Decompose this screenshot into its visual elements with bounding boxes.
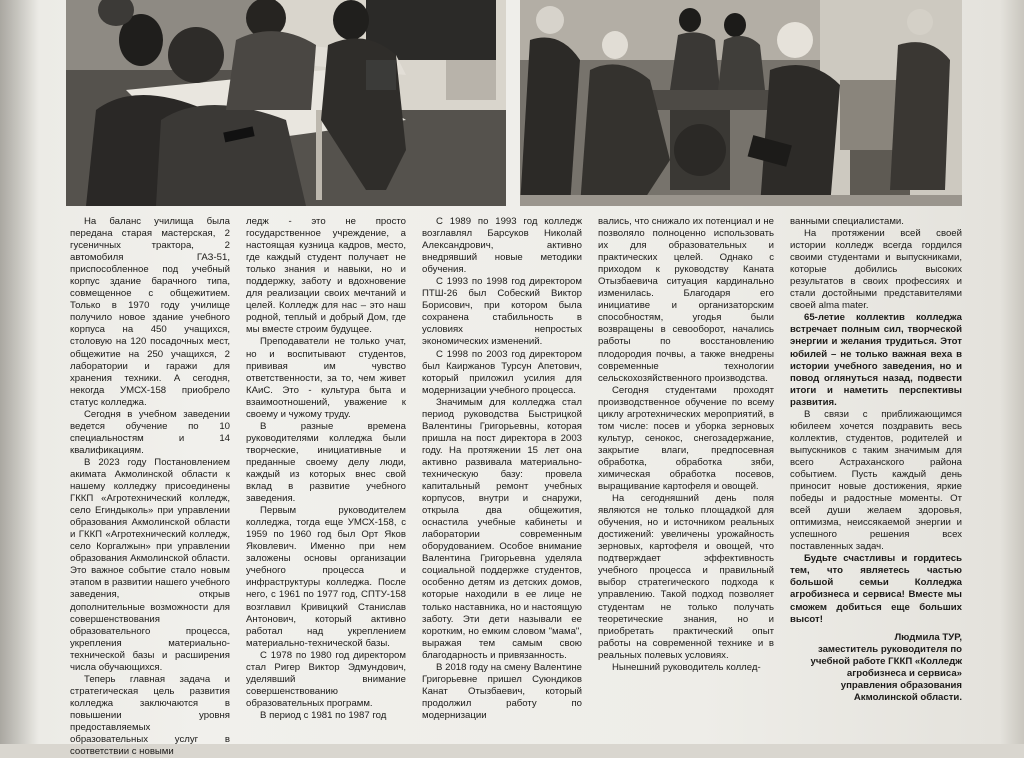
paragraph: ледж - это не просто государственное учреждение, а настоящая кузница кадров, место, где каждый студент получает не только знания и навыки, но и поддержку, заботу и вдохновение для реализации своих мечтаний и целей. Колледж для нас – это наш родной, теплый и добрый Дом, где мы вместе строим будущее. (246, 216, 406, 336)
paragraph: В 2018 году на смену Валентине Григорьевне пришел Суюндиков Канат Отызбаевич, который продолжил работу по модернизации (422, 661, 582, 721)
paragraph: В разные времена руководителями колледжа были творческие, инициативные и преданные своему делу люди, каждый из которых внес свой вклад в развитие учебного заведения. (246, 420, 406, 505)
article-column-2 (246, 216, 406, 722)
workshop-photo-image (520, 0, 962, 206)
classroom-photo (66, 0, 506, 206)
paragraph: Нынешний руководитель коллед- (612, 661, 761, 673)
paragraph: С 1998 по 2003 год директором был Каиржанов Турсун Апетович, который приложил усилия для модернизации учебного процесса. (422, 348, 582, 396)
workshop-photo (520, 0, 962, 206)
paragraph: вались, что снижало их потенциал и не позволяло полноценно использовать их для образовательных и практических целей. Однако с приходом к руководству Каната Отызбаевича ситуация кардинально изменилась. Благодаря его инициативе и организаторским способностям, угодья были возвращены в севооборот, начались работы по восстановлению плодородия почвы, а также внедрены современные технологии сельскохозяйственного производства. (598, 216, 774, 384)
paragraph: В 2023 году Постановлением акимата Акмолинской области к нашему колледжу присоединены ГККП «Агротехнический колледж, село Егиндыколь» при управлении образования Акмолинской области и ГККП «Агротехнический колледж, село Коргалжын» при управлении образования Акмолинской области. Это важное событие стало новым этапом в развитии нашего учебного заведения, открыв дополнительные возможности для совершенствования образовательного процесса, укрепления материально-технической базы и расширения числа обучающихся. (70, 456, 230, 673)
paragraph: На баланс училища была передана старая мастерская, 2 гусеничных трактора, 2 автомобиля ГАЗ-51, приспособленное под учебный корпус здание барачного типа, совмещенное с общежитием. Только в 1970 году училище получило новое здание учебного корпуса на 450 учащихся, столовую на 120 посадочных мест, общежитие на 250 учащихся, 2 лаборатории и гаражи для хранения техники. А сегодня, некогда УМСХ-158 приобрело статус колледжа. (70, 216, 230, 408)
article-column-1 (70, 216, 230, 758)
paragraph: Преподаватели не только учат, но и воспитывают студентов, прививая им чувство ответственности, за то, чем живет КАиС. Это - культура быта и взаимоотношений, уважение к своему и чужому труду. (246, 336, 406, 420)
paragraph: Значимым для колледжа стал период руководства Быстрицкой Валентины Григорьевны, которая пришла на пост директора в 2003 году. На протяжении 15 лет она активно развивала материально-техническую базу: провела капитальный ремонт учебных корпусов, внутри и снаружи, открыла два общежития, оснастила учебные кабинеты и лаборатории современным оборудованием. Особое внимание Валентина Григорьевна уделяла социальной поддержке студентов, особенно детям из детских домов, которые находили в ее лице не только наставника, но и настоящую заботу. Эти дети называли ее коротким, но емким словом "мама", выражая тем самым свою благодарность и привязанность. (422, 396, 582, 661)
classroom-photo-image (66, 0, 506, 206)
paragraph: Первым руководителем колледжа, тогда еще УМСХ-158, с 1959 по 1960 год был Орт Яков Яковлевич. Именно при нем заложены основы организации учебного процесса и инфраструктуры колледжа. После него, с 1961 по 1977 год, СПТУ-158 возглавил Кривицкий Станислав Антонович, который активно работал над укреплением материально-технической базы. (246, 505, 406, 649)
page-fold-shadow (0, 0, 38, 744)
paragraph: В период с 1981 по 1987 год (260, 709, 387, 721)
article-column-3 (422, 216, 582, 722)
paragraph: На сегодняшний день поля являются не только площадкой для обучения, но и источником реальных достижений: увеличены урожайность зерновых, картофеля и овощей, что подтверждает эффективность учебного процесса и правильный выбор стратегического подхода к управлению. Такой подход позволяет студентам не только получать теоретические знания, но и приобретать практический опыт работы на современной технике и в реальных полевых условиях. (598, 493, 774, 661)
paragraph: С 1989 по 1993 год колледж возглавлял Барсуков Николай Александрович, активно внедрявший новые методики обучения. (422, 216, 582, 276)
paragraph: Сегодня студентами проходят производственное обучение по всему циклу агротехнических мероприятий, в том числе: посев и уборка зерновых культур, сенокос, снегозадержание, закрытие влаги, предпосевная обработка, обработка зяби, химическая обработка посевов, выращивание картофеля и овощей. (598, 384, 774, 493)
paragraph: 65-летие коллектив колледжа встречает полным сил, творческой энергии и желания трудиться. Этот юбилей – не только важная веха в истории учебного заведения, но и повод оглянуться назад, подвести итоги и наметить перспективы развития. (790, 312, 962, 408)
paragraph: На протяжении всей своей истории колледж всегда гордился своими студентами и выпускниками, которые добились высоких результатов в своих профессиях и стали достойными представителями своей alma mater. (790, 228, 962, 312)
paragraph: В связи с приближающимся юбилеем хочется поздравить весь коллектив, студентов, родителей и выпускников с таким значимым для всего Астраханского района событием. Пусть каждый день приносит новые достижения, яркие победы и радостные моменты. От всей души желаем здоровья, оптимизма, неиссякаемой энергии и успешного решения всех поставленных задач. (790, 408, 962, 553)
author-title: заместитель руководителя по учебной работе ГККП «Колледж агробизнеса и сервиса» управления образования Акмолинской области. (810, 643, 962, 703)
paragraph: С 1993 по 1998 год директором ПТШ-26 был Собеский Виктор Борисович, при котором была сохранена стабильность в условиях непростых экономических изменений. (422, 276, 582, 348)
article-column-5 (790, 216, 962, 704)
paragraph: Будьте счастливы и гордитесь тем, что являетесь частью большой семьи Колледжа агробизнеса и сервиса! Вместе мы сможем добиться еще больших высот! (790, 553, 962, 625)
paragraph: Теперь главная задача и стратегическая цель развития колледжа заключаются в повышении уровня предоставляемых образовательных услуг в соответствии с новыми (70, 673, 230, 758)
paragraph: С 1978 по 1980 год директором стал Ригер Виктор Эдмундович, уделявший внимание совершенствованию образовательных программ. (246, 649, 406, 709)
paragraph: Сегодня в учебном заведении ведется обучение по 10 специальностям и 14 квалификациям. (70, 408, 230, 456)
article-column-4 (598, 216, 774, 674)
paragraph: ванными специалистами. (790, 216, 904, 227)
author-name: Людмила ТУР, (894, 631, 962, 643)
